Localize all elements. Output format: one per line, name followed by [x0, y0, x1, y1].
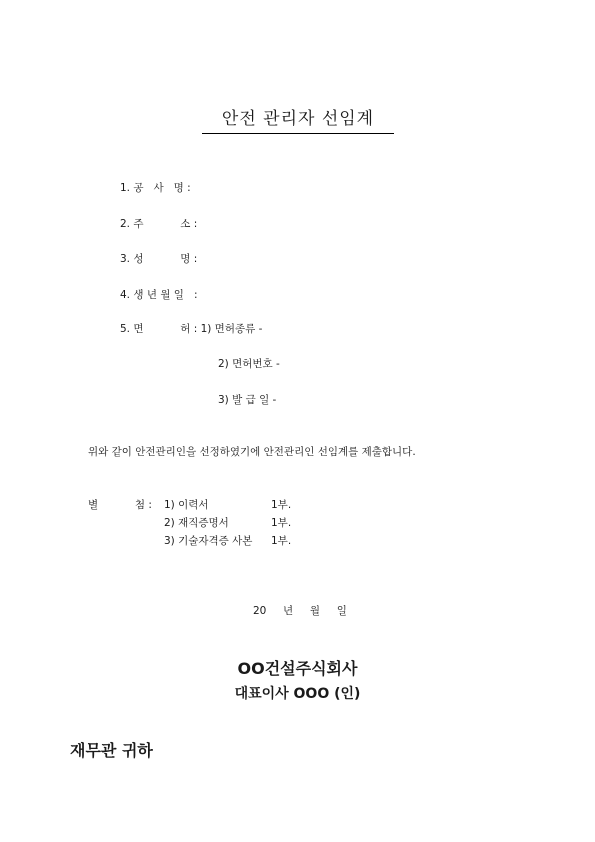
attachment-item-qty: 1부. — [271, 535, 292, 547]
submission-statement: 위와 같이 안전관리인을 선정하였기에 안전관리인 선임계를 제출합니다. — [88, 446, 416, 458]
field-license-type: 5. 면 허 : 1) 면허종류 - — [120, 323, 263, 335]
field-project-name: 1. 공 사 명 : — [120, 182, 191, 194]
company-name: OO건설주식회사 — [237, 659, 358, 678]
submission-date: 20 년 월 일 — [253, 605, 347, 617]
attachment-item-name: 3) 기술자격증 사본 — [164, 535, 253, 547]
attachment-item-qty: 1부. — [271, 517, 292, 529]
document-title: 안전 관리자 선임계 — [202, 104, 394, 134]
field-issue-date: 3) 발 급 일 - — [218, 394, 277, 406]
attachments-heading: 별 첨 : — [88, 499, 152, 511]
attachment-item-qty: 1부. — [271, 499, 292, 511]
representative-signature: 대표이사 OOO (인) — [234, 686, 361, 702]
field-address: 2. 주 소 : — [120, 218, 198, 230]
field-name: 3. 성 명 : — [120, 253, 198, 265]
attachment-item-name: 1) 이력서 — [164, 499, 209, 511]
attachment-item-name: 2) 재직증명서 — [164, 517, 229, 529]
field-license-number: 2) 면허번호 - — [218, 358, 280, 370]
recipient: 재무관 귀하 — [70, 741, 153, 760]
field-birth-date: 4. 생 년 월 일 : — [120, 289, 198, 301]
